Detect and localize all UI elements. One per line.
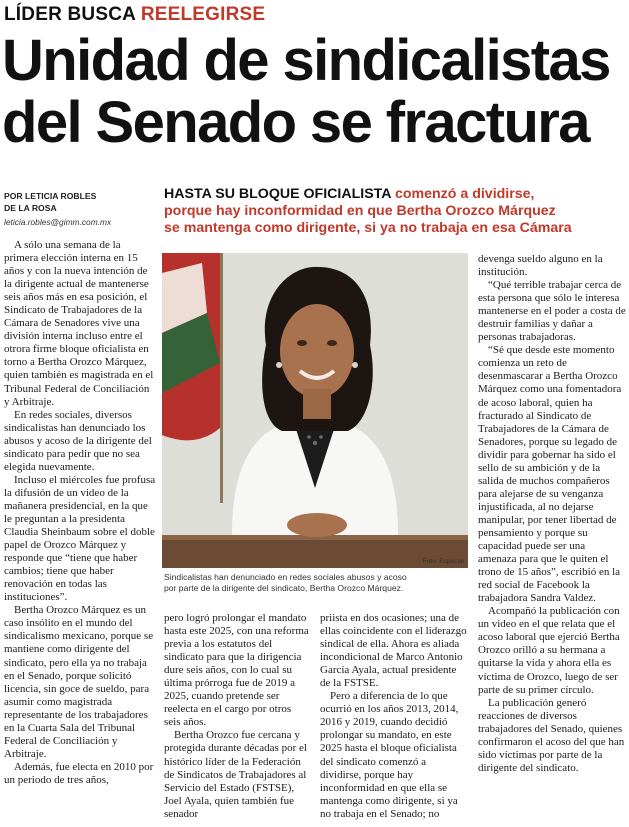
kicker [4,4,265,26]
hands [287,513,347,537]
paragraph: pero logró prolongar el mandato hasta este 2025, con una reforma previa a los estatutos del sindicato para que la dirigencia dure seis años, con lo cual su última prórroga fue de 2019 a 2025, cuando pretende ser reelecta en el cargo por otros seis años. [164,612,309,729]
column-3 [320,612,468,821]
headline [2,30,627,154]
paragraph: “Qué terrible trabajar cerca de esta persona que sólo le interesa mantenerse en el poder a costa de destruir familias y dañar a personas trabajadoras. [478,279,626,344]
deck-line-3: se mantenga como dirigente, si ya no trabaja en esa Cámara [164,220,572,237]
column-2 [164,612,310,821]
byline-author-2: DE LA ROSA [4,203,57,213]
paragraph: A sólo una semana de la primera elección interna en 15 años y con la nueva intención de la dirigente actual de mantenerse seis años más en esa posición, el Sindicato de Trabajadores de la Cámara de Senadores vive una división interna incluso entre el otrora firme bloque oficialista en torno a Bertha Orozco Márquez, quien también es magistrada en el Tribunal Federal de Conciliación y Arbitraje. [4,239,154,408]
caption-line-1: Sindicalistas han denunciado en redes sociales abusos y acoso [164,572,407,582]
deck-lead: HASTA SU BLOQUE OFICIALISTA [164,186,391,202]
paragraph: priista en dos ocasiones; una de ellas coincidente con el liderazgo sindical de ella. Ahora es aliada incondicional de Marco Antonio García Ayala, actual presidente de la FSTSE. [320,612,467,690]
paragraph: Acompañó la publicación con un video en el que relata que el acoso laboral que ejerció Bertha Orozco orilló a su hermana a quitarse la vida y ahora ella es víctima de Orozco, luego de ser parte de su primer círculo. [478,605,620,696]
face [280,304,354,398]
column-4 [478,253,626,775]
caption-line-2: por parte de la dirigente del sindicato, Bertha Orozco Márquez. [164,583,404,593]
photo [162,253,468,568]
paragraph: En redes sociales, diversos sindicalistas han denunciado los abusos y acoso de la dirigente del sindicato para pedir que no sea elegida nuevamente. [4,408,152,473]
paragraph: Incluso el miércoles fue profusa la difusión de un video de la mañanera presidencial, en la que le preguntan a la presidenta Claudia Sheinbaum sobre el doble papel de Orozco Márquez y responde que “tiene que haber cambios; tiene que haber renovación en todas las instituciones”. [4,473,156,604]
paragraph: La publicación generó reacciones de diversos trabajadores del Senado, quienes confirmaron el acoso del que han sido víctimas por parte de la dirigente del sindicato. [478,696,625,774]
headline-line-2: del Senado se fractura [2,90,589,155]
paragraph: Bertha Orozco fue cercana y protegida durante décadas por el histórico líder de la Federación de Sindicatos de Trabajadores al Servicio del Estado (FSTSE), Joel Ayala, quien también fue senador [164,729,307,820]
flag-pole [220,253,223,503]
byline [4,190,154,228]
paragraph: “Sé que desde este momento comienza un reto de desenmascarar a Bertha Orozco Márquez como una fomentadora de acoso laboral, quien ha fracturado al Sindicato de Trabajadores de la Cámara de Senadores, porque su legado de dividir para gobernar ha sido el sello de su ambición y de la salida de muchos compañeros para alejarse de su venganza injustificada, al no dejarse manipular, por tener libertad de pensamiento y porque su capacidad puede ser una amenaza para que le quiten el trono de 15 años”, escribió en la red social de Facebook la trabajadora Sandra Valdez. [478,344,622,605]
deck-line-1-rest: comenzó a dividirse, [391,186,535,202]
deck-line-2: porque hay inconformidad en que Bertha Orozco Márquez [164,203,556,220]
photo-caption [164,572,464,594]
paragraph: Además, fue electa en 2010 por un periodo de tres años, [4,760,154,786]
kicker-label: LÍDER BUSCA [4,4,136,25]
paragraph: Pero a diferencia de lo que ocurrió en los años 2013, 2014, 2016 y 2019, cuando decidió prolongar su mandato, en este 2025 hasta el bloque oficialista del sindicato comenzó a dividirse, porque hay inconformidad en que ella se mantenga como dirigente, si ya no trabaja en el Senado; no [320,690,459,820]
photo-portrait [162,253,468,568]
paragraph: devenga sueldo alguno en la institución. [478,253,603,279]
deck [164,186,626,238]
byline-email: leticia.robles@gimm.com.mx [4,217,112,227]
byline-author-1: POR LETICIA ROBLES [4,191,97,201]
headline-line-1: Unidad de sindicalistas [2,28,610,93]
paragraph: Bertha Orozco Márquez es un caso insólito en el mundo del sindicalismo mexicano, porque se mantiene como dirigente del sindicato, pero ella ya no trabaja en el Senado, porque solicitó licencia, sin goce de sueldo, para asumir como magistrada representante de los trabajadores en la Cuarta Sala del Tribunal Federal de Conciliación y Arbitraje. [4,604,154,760]
deck-line-1 [164,186,626,203]
photo-credit: Foto: Especial [422,558,464,565]
column-1 [4,239,156,787]
kicker-highlight: REELEGIRSE [140,4,266,25]
